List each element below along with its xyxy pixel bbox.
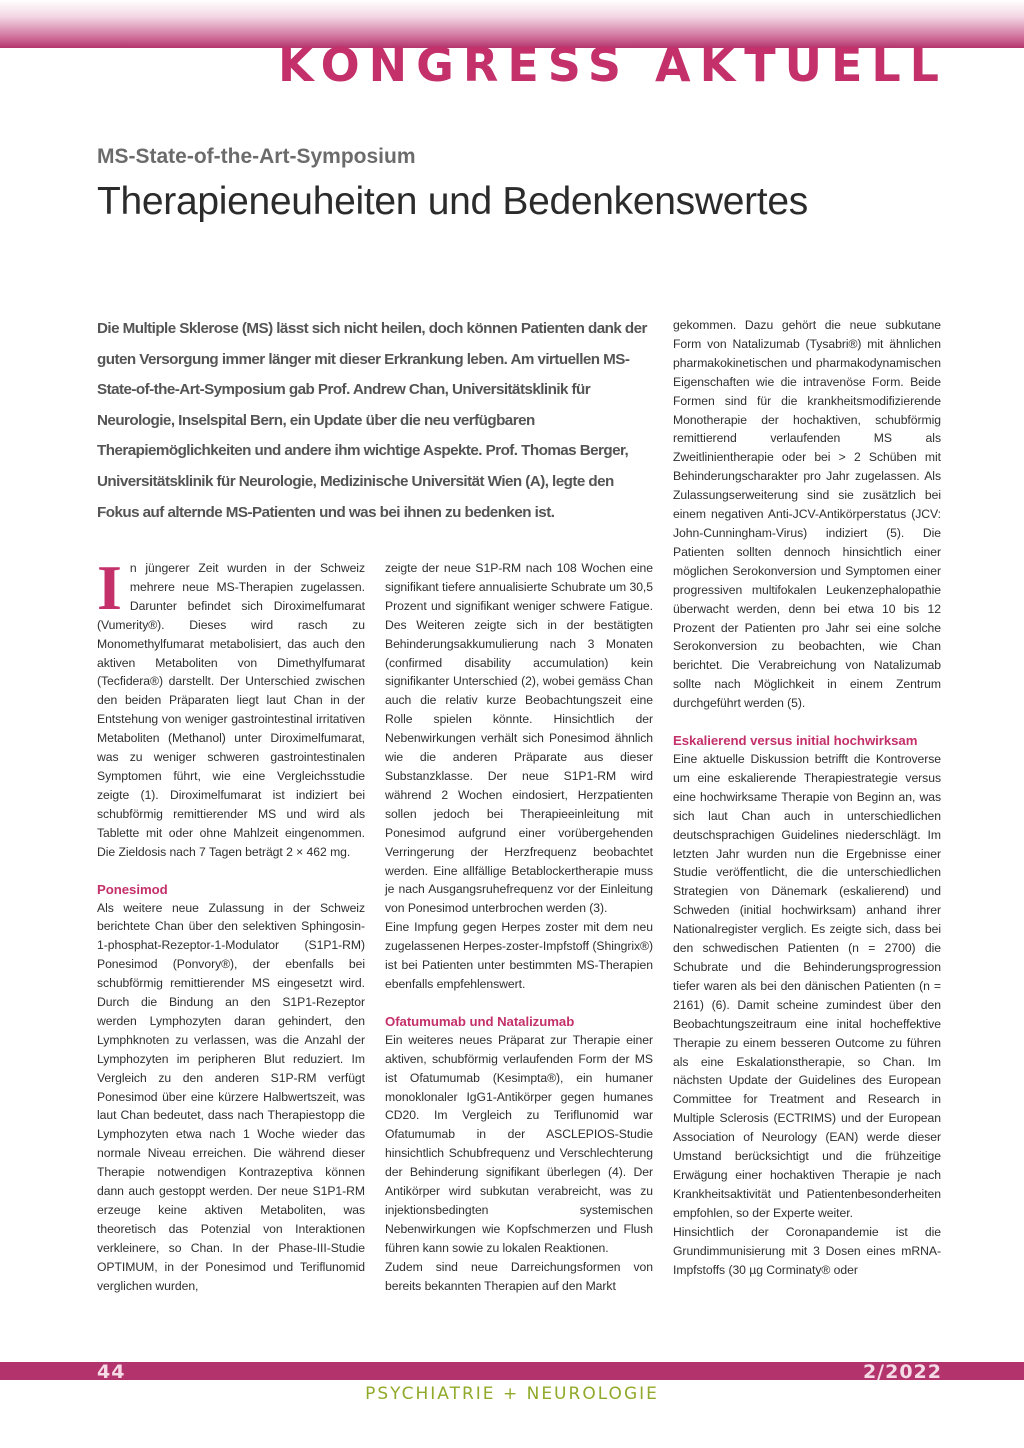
paragraph: Eine Impfung gegen Herpes zoster mit dem neu zugelassenen Herpes-zoster-Impfstoff (Shingrix®) ist bei Patienten unter bestimmten MS-Therapien ebenfalls empfehlenswert.: [385, 920, 653, 991]
paragraph: Zudem sind neue Darreichungsformen von bereits bekannten Therapien auf den Markt: [385, 1259, 653, 1293]
column-3: [673, 316, 941, 1279]
paragraph: gekommen. Dazu gehört die neue subkutane Form von Natalizumab (Tysabri®) mit ähnlichen pharmakokinetischen und pharmakodynamischen Eigenschaften wie die intravenöse Form. Beide Formen sind für die krankheitsmodifizierende Monotherapie der hochaktiven, schubförmig remittierend verlaufenden MS als Zweitlinientherapie oder bei > 2 Schüben mit Behinderungscharakter pro Jahr zugelassen. Als Zulassungserweiterung sind sie zusätzlich bei einem negativen Anti-JCV-Antikörperstatus (JCV: John-Cunningham-Virus) indiziert (5). Die Patienten sollten dennoch hinsichtlich einer möglichen Serokonversion und Symptomen einer progressiven multifokalen Leukenzephalopathie überwacht werden, denn bei etwa 10 bis 12 Prozent der Patienten pro Jahr sei eine solche Serokonversion zu beobachten, wie Chan berichtet. Die Verabreichung von Natalizumab sollte nach Möglichkeit in einem Zentrum durchgeführt werden (5).: [673, 318, 941, 711]
paragraph: zeigte der neue S1P-RM nach 108 Wochen eine signifikant tiefere annualisierte Schubrate um 30,5 Prozent und signifikant weniger schwere Fatigue. Des Weiteren zeigte sich in der bestätigten Behinderungsakkumulierung nach 3 Monaten (confirmed disability accumulation) kein signifikanter Unterschied (2), wobei gemäss Chan auch die relativ kurze Beobachtungszeit eine Rolle spielen könnte. Hinsichtlich der Nebenwirkungen verhält sich Ponesimod ähnlich wie die anderen Präparate aus dieser Substanzklasse. Der neue S1P1-RM wird während 2 Wochen eindosiert, Herzpatienten sollen jedoch bei Therapieeinleitung mit Ponesimod aufgrund einer vorübergehenden Verringerung der Herzfrequenz beobachtet werden. Eine allfällige Betablockertherapie muss je nach Ausgangsruhefrequenz vor der Einleitung von Ponesimod unterbrochen werden (3).: [385, 561, 653, 916]
article-headline: Therapieneuheiten und Bedenkenswertes: [97, 180, 808, 223]
paragraph: Hinsichtlich der Coronapandemie ist die Grundimmunisierung mit 3 Dosen eines mRNA-Impfstoffs (30 µg Corminaty® oder: [673, 1224, 941, 1277]
issue-number: 2/2022: [862, 1361, 942, 1383]
paragraph: [97, 552, 365, 862]
journal-name: PSYCHIATRIE + NEUROLOGIE: [365, 1384, 659, 1404]
subheading-ponesimod: Ponesimod: [97, 881, 168, 897]
article-lead: Die Multiple Sklerose (MS) lässt sich nicht heilen, doch können Patienten dank der guten Versorgung immer länger mit dieser Erkrankung leben. Am virtuellen MS-State-of-the-Art-Symposium gab Prof. Andrew Chan, Universitätsklinik für Neurologie, Inselspital Bern, ein Update über die neu verfügbaren Therapiemöglichkeiten und andere ihm wichtige Aspekte. Prof. Thomas Berger, Universitätsklinik für Neurologie, Medizinische Universität Wien (A), legte den Fokus auf alternde MS-Patienten und was bei ihnen zu bedenken ist.: [97, 320, 647, 521]
paragraph: Eine aktuelle Diskussion betrifft die Kontroverse um eine eskalierende Therapiestrategie versus eine hochwirksame Therapie von Beginn an, was sich laut Chan auch in unterschiedlichen deutschsprachigen Guidelines niederschlägt. Im letzten Jahr wurden nun die Ergebnisse einer Studie veröffentlicht, die die unterschiedlichen Strategien von Dänemark (eskalierend) und Schweden (initial hochwirksam) anhand ihrer Nationalregister verglich. Es zeigte sich, dass bei den schwedischen Patienten (n = 2700) die Schubrate und die Behinderungsprogression tiefer waren als bei den dänischen Patienten (n = 2161) (6). Damit scheine zumindest über den Beobachtungszeitraum eine inital hocheffektive Therapie zu einem besseren Outcome zu führen als eine Eskalationstherapie, so Chan. Im nächsten Update der Guidelines des European Committee for Treatment and Research in Multiple Sclerosis (ECTRIMS) und der European Association of Neurology (EAN) werde dieser Umstand berücksichtigt und die frühzeitige Erwägung einer hochaktiven Therapie je nach Krankheitsaktivität und Patientenbesonderheiten empfohlen, so der Experte weiter.: [673, 752, 941, 1220]
subheading-ofatumumab: Ofatumumab und Natalizumab: [385, 1013, 575, 1029]
page-number: 44: [97, 1361, 126, 1383]
column-1: [97, 552, 365, 1296]
column-2: [385, 559, 653, 1296]
dropcap: I: [97, 552, 122, 623]
paragraph: Ein weiteres neues Präparat zur Therapie einer aktiven, schubförmig verlaufenden Form der MS ist Ofatumumab (Kesimpta®), ein humaner monoklonaler IgG1-Antikörper gegen humanes CD20. Im Vergleich zu Teriflunomid war Ofatumumab in der ASCLEPIOS-Studie hinsichtlich Schubfrequenz und Verschlechterung der Behinderung signifikant überlegen (4). Der Antikörper wird subkutan verabreicht, was zu injektionsbedingten systemischen Nebenwirkungen wie Kopfschmerzen und Flush führen kann sowie zu lokalen Reaktionen.: [385, 1032, 653, 1255]
paragraph: Als weitere neue Zulassung in der Schweiz berichtete Chan über den selektiven Sphingosin-1-phosphat-Rezeptor-1-Modulator (S1P1-RM) Ponesimod (Ponvory®), der ebenfalls bei schubförmig remittierender MS eingesetzt wird. Durch die Bindung an den S1P1-Rezeptor werden Lymphozyten daran gehindert, den Lymphknoten zu verlassen, was die Anzahl der Lymphozyten im peripheren Blut reduziert. Im Vergleich zu den anderen S1P-RM verfügt Ponesimod über eine kürzere Halbwertszeit, was laut Chan bedeutet, dass nach Therapiestopp die Lymphozyten etwa nach 1 Woche wieder das normale Niveau erreichen. Die während dieser Therapie notwendigen Kontrazeptiva können dann auch gestoppt werden. Der neue S1P1-RM erzeuge keine aktiven Metaboliten, was theoretisch das Potenzial von Interaktionen verkleinere, so Chan. In der Phase-III-Studie OPTIMUM, in der Ponesimod und Teriflunomid verglichen wurden,: [97, 900, 365, 1293]
article-kicker: MS-State-of-the-Art-Symposium: [97, 145, 416, 168]
paragraph-text: n jüngerer Zeit wurden in der Schweiz mehrere neue MS-Therapien zugelassen. Darunter befindet sich Diroximelfumarat (Vumerity®). Dieses wird rasch zu Monomethylfumarat metabolisiert, das auch den aktiven Metaboliten von Dimethylfumarat (Tecfidera®) darstellt. Der Unterschied zwischen den beiden Präparaten liegt laut Chan in der Entstehung von weniger gastrointestinal irritativen Metaboliten (Methanol) unter Diroximelfumarat, was zu weniger schweren gastrointestinalen Symptomen führt, wie eine Vergleichsstudie zeigte (1). Diroximelfumarat ist indiziert bei schubförmig remittierender MS und wird als Tablette mit oder ohne Mahlzeit eingenommen. Die Zieldosis nach 7 Tagen beträgt 2 × 462 mg.: [97, 561, 365, 859]
section-title: KONGRESS AKTUELL: [277, 38, 948, 92]
subheading-eskalierend: Eskalierend versus initial hochwirksam: [673, 733, 918, 749]
